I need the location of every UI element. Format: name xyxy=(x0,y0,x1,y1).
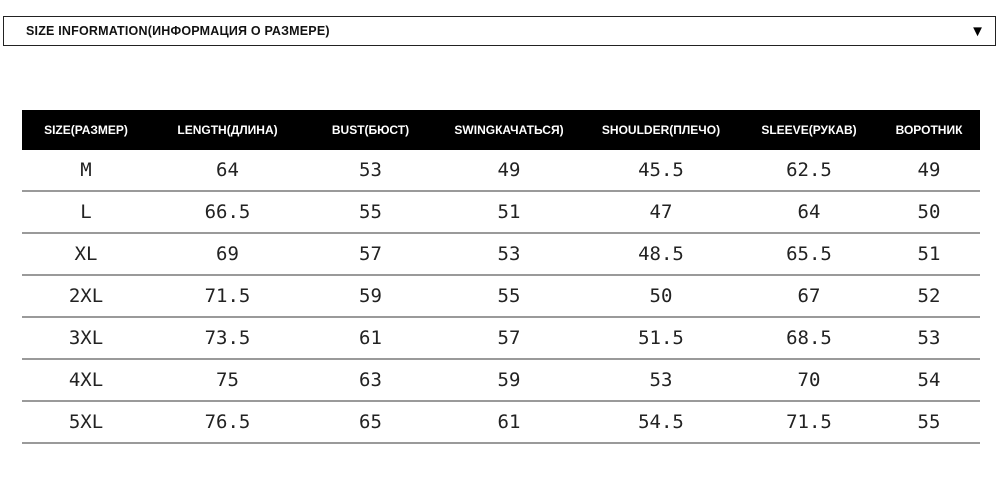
table-cell: 53 xyxy=(436,233,582,275)
size-info-header[interactable] xyxy=(3,16,996,46)
table-cell: 57 xyxy=(305,233,436,275)
table-cell: 64 xyxy=(740,191,878,233)
table-cell: 64 xyxy=(150,150,305,191)
column-header-bust: BUST(БЮСТ) xyxy=(331,123,410,137)
table-cell: 65.5 xyxy=(740,233,878,275)
table-cell: 55 xyxy=(878,401,980,443)
table-row xyxy=(22,275,980,317)
table-cell: XL xyxy=(22,233,150,275)
triangle-down-icon[interactable]: ▼ xyxy=(970,22,985,40)
size-table xyxy=(22,110,980,444)
table-cell: 71.5 xyxy=(740,401,878,443)
table-cell: 53 xyxy=(878,317,980,359)
table-cell: 53 xyxy=(582,359,740,401)
table-cell: 2XL xyxy=(22,275,150,317)
table-row xyxy=(22,150,980,191)
column-header-size: SIZE(РАЗМЕР) xyxy=(44,123,128,137)
table-cell: 68.5 xyxy=(740,317,878,359)
table-cell: L xyxy=(22,191,150,233)
table-cell: 49 xyxy=(436,150,582,191)
table-cell: 50 xyxy=(878,191,980,233)
column-header-sleeve: SLEEVE(РУКАВ) xyxy=(761,123,857,137)
column-header-shoulder: SHOULDER(ПЛЕЧО) xyxy=(601,123,721,137)
table-row xyxy=(22,191,980,233)
table-cell: 50 xyxy=(582,275,740,317)
table-header-row xyxy=(22,110,980,150)
table-cell: 75 xyxy=(150,359,305,401)
table-row xyxy=(22,359,980,401)
table-row xyxy=(22,401,980,443)
table-cell: 70 xyxy=(740,359,878,401)
table-cell: 59 xyxy=(436,359,582,401)
table-row xyxy=(22,233,980,275)
table-cell: 61 xyxy=(305,317,436,359)
column-header-length: LENGTH(ДЛИНА) xyxy=(177,123,278,137)
table-cell: 47 xyxy=(582,191,740,233)
table-cell: 62.5 xyxy=(740,150,878,191)
table-cell: 59 xyxy=(305,275,436,317)
table-cell: 66.5 xyxy=(150,191,305,233)
table-cell: 55 xyxy=(436,275,582,317)
header-title: SIZE INFORMATION(ИНФОРМАЦИЯ О РАЗМЕРЕ) xyxy=(26,24,330,38)
table-cell: 45.5 xyxy=(582,150,740,191)
table-cell: 53 xyxy=(305,150,436,191)
table-cell: 51 xyxy=(436,191,582,233)
table-cell: 69 xyxy=(150,233,305,275)
table-cell: 48.5 xyxy=(582,233,740,275)
table-cell: 65 xyxy=(305,401,436,443)
table-cell: 49 xyxy=(878,150,980,191)
column-header-swing: SWINGКАЧАТЬСЯ) xyxy=(454,123,564,137)
table-cell: 3XL xyxy=(22,317,150,359)
table-cell: 54 xyxy=(878,359,980,401)
table-cell: 54.5 xyxy=(582,401,740,443)
table-cell: 51.5 xyxy=(582,317,740,359)
table-row xyxy=(22,317,980,359)
table-cell: M xyxy=(22,150,150,191)
table-cell: 73.5 xyxy=(150,317,305,359)
table-cell: 61 xyxy=(436,401,582,443)
table-cell: 4XL xyxy=(22,359,150,401)
table-cell: 5XL xyxy=(22,401,150,443)
table-cell: 76.5 xyxy=(150,401,305,443)
table-cell: 67 xyxy=(740,275,878,317)
column-header-collar: ВОРОТНИК xyxy=(895,123,963,137)
table-cell: 63 xyxy=(305,359,436,401)
table-cell: 52 xyxy=(878,275,980,317)
table-cell: 55 xyxy=(305,191,436,233)
table-cell: 57 xyxy=(436,317,582,359)
table-cell: 71.5 xyxy=(150,275,305,317)
table-cell: 51 xyxy=(878,233,980,275)
